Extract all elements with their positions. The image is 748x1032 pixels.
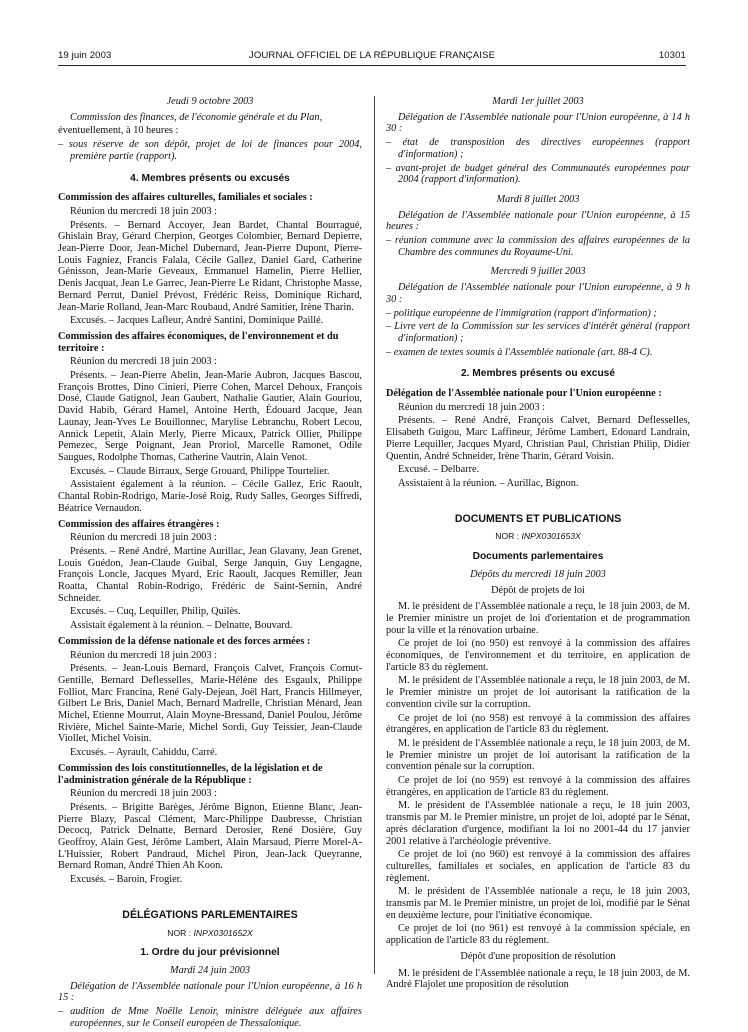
- delegations-title: DÉLÉGATIONS PARLEMENTAIRES: [122, 908, 298, 921]
- date-heading: Dépôts du mercredi 18 juin 2003: [470, 568, 606, 580]
- commission-title: Commission des affaires économiques, de l'environnement et du territoire :: [58, 330, 339, 354]
- body-paragraph: Ce projet de loi (no 961) est renvoyé à la commission spéciale, en application de l'article 83 du règlement.: [386, 923, 690, 947]
- subheading: Dépôt d'une proposition de résolution: [460, 950, 616, 962]
- delegation-line: Délégation de l'Assemblée nationale pour l'Union européenne, à 14 h 30 :: [386, 111, 690, 135]
- agenda-item: – réunion commune avec la commission des affaires européennes de la Chambre des communes du Royaume-Uni.: [386, 235, 690, 258]
- presents-list: Présents. – Jean-Louis Bernard, François Calvet, François Cornut-Gentille, Bernard Deflesselles, Marie-Hélène des Esgaulx, Philippe Folliot, Marc Francina, René Galy-Dejean, Joël Hart, Francis Hillmeyer, Gilbert Le Bris, Daniel Mach, Bernard Madrelle, Christian Ménard, Jean Michel, Etienne Mourrut, Alain Moyne-Bressand, Daniel Poulou, Jérôme Rivière, Michel Sainte-Marie, Michel Sordi, Guy Teissier, Jean-Claude Viollet, Michel Voisin.: [58, 663, 362, 745]
- agenda-item: – avant-projet de budget général des Communautés européennes pour 2004 (rapport d'information).: [386, 162, 690, 186]
- nor-label: NOR :: [167, 927, 192, 938]
- body-paragraph: M. le président de l'Assemblée nationale a reçu, le 18 juin 2003, de M. le Premier ministre un projet de loi d'orientation et de programmation pour la ville et la rénovation urbaine.: [386, 601, 690, 636]
- column-divider: [374, 96, 375, 974]
- nor-code: INPX0301653X: [521, 531, 581, 542]
- excuses-line: Excusés. – Claude Birraux, Serge Grouard, Philippe Tourtelier.: [70, 465, 330, 477]
- reunion-line: Réunion du mercredi 18 juin 2003 :: [70, 649, 217, 661]
- body-paragraph: M. le président de l'Assemblée nationale a reçu, le 18 juin 2003, de M. le Premier ministre un projet de loi autorisant la ratification de la convention pénale sur la corruption.: [386, 737, 690, 773]
- reunion-line: Réunion du mercredi 18 juin 2003 :: [70, 356, 217, 368]
- presents-list: Présents. – René André, Martine Aurillac, Jean Glavany, Jean Grenet, Louis Guédon, Jean-Claude Guibal, Serge Janquin, Guy Lengagne, François Loncle, Jacques Myard, Eric Raoult, Jacques Remiller, Jean Roatta, Chantal Robin-Rodrigo, Frédéric de Saint-Sernin, André Schneider.: [58, 545, 362, 604]
- delegation-line: Délégation de l'Assemblée nationale pour l'Union européenne, à 16 h 15 :: [58, 980, 362, 1004]
- date-heading: Jeudi 9 octobre 2003: [166, 96, 254, 107]
- body-paragraph: Ce projet de loi (no 958) est renvoyé à la commission des affaires étrangères, en application de l'article 83 du règlement.: [386, 712, 690, 736]
- nor-code: INPX0301652X: [193, 927, 253, 938]
- date-heading: Mardi 8 juillet 2003: [496, 193, 580, 205]
- commission-title: Commission des affaires étrangères :: [58, 518, 220, 530]
- assistants-line: Assistaient également à la réunion. – Cécile Gallez, Eric Raoult, Chantal Robin-Rodrigo, Marie-José Roig, Rudy Salles, Georges Siffredi, Béatrice Vernaudon.: [58, 479, 362, 514]
- body-paragraph: M. le président de l'Assemblée nationale a reçu, le 18 juin 2003, transmis par M. le Premier ministre, un projet de loi, adopté par le Sénat, après déclaration d'urgence, modifiant la loi no 2001-44 du 17 janvier 2001 relative à l'archéologie préventive.: [386, 800, 690, 847]
- nor-reference: [386, 531, 690, 543]
- excuses-line: Excusés. – Baroin, Frogier.: [70, 874, 183, 886]
- nor-label: NOR :: [495, 531, 520, 542]
- delegation-title: Délégation de l'Assemblée nationale pour l'Union européenne :: [386, 388, 662, 400]
- section-title: 2. Membres présents ou excusé: [460, 368, 615, 380]
- excuses-line: Excusés. – Jacques Lafleur, André Santini, Dominique Paillé.: [70, 315, 324, 327]
- date-heading: Mardi 24 juin 2003: [170, 965, 250, 976]
- presents-list: Présents. – Bernard Accoyer, Jean Bardet, Chantal Bourragué, Ghislain Bray, Gérard Cherpion, Georges Colombier, Bernard Depierre, Jean-Pierre Door, Jean-Michel Dubernard, Jean-Pierre Dupont, Pierre-Louis Fagniez, Francis Falala, Cécile Gallez, Daniel Gard, Catherine Génisson, Jean-Marie Geveaux, Emmanuel Hamelin, Pierre Hellier, Denis Jacquat, Jean Le Garrec, Jean-Pierre Le Ridant, Christophe Masse, Bernard Perrut, Daniel Prévost, Frédéric Reiss, Dominique Richard, Jean-Marie Rolland, Jean-Marc Roubaud, André Samitier, Irène Tharin.: [58, 219, 362, 313]
- body-paragraph: Ce projet de loi (no 959) est renvoyé à la commission des affaires étrangères, en application de l'article 83 du règlement.: [386, 775, 690, 798]
- commission-title: Commission des lois constitutionnelles, de la législation et de l'administration générale de la République :: [58, 762, 323, 786]
- excuses-line: Excusés. – Ayrault, Cahiddu, Carré.: [70, 747, 218, 759]
- excuses-line: Excusés. – Cuq, Lequiller, Philip, Quilès.: [70, 606, 241, 618]
- agenda-item: – sous réserve de son dépôt, projet de loi de finances pour 2004, première partie (rapport).: [58, 139, 362, 162]
- delegation-line: Délégation de l'Assemblée nationale pour l'Union européenne, à 15 heures :: [386, 209, 690, 233]
- section-title: Documents parlementaires: [472, 551, 604, 563]
- reunion-line: Réunion du mercredi 18 juin 2003 :: [70, 788, 217, 800]
- body-paragraph: M. le président de l'Assemblée nationale a reçu, le 18 juin 2003, de M. André Flajolet une proposition de résolution: [386, 967, 690, 991]
- nor-reference: [58, 928, 362, 940]
- reunion-line: Réunion du mercredi 18 juin 2003 :: [70, 205, 217, 217]
- agenda-item: – état de transposition des directives européennes (rapport d'information) ;: [386, 137, 690, 160]
- commission-title: Commission des affaires culturelles, familiales et sociales :: [58, 192, 313, 204]
- assistants-line: Assistaient à la réunion. – Aurillac, Bignon.: [398, 477, 579, 489]
- body-paragraph: Ce projet de loi (no 960) est renvoyé à la commission des affaires culturelles, familiales et sociales, en application de l'article 83 du règlement.: [386, 849, 690, 884]
- assistants-line: Assistait également à la réunion. – Delnatte, Bouvard.: [70, 620, 293, 632]
- presents-list: Présents. – Brigitte Barèges, Jérôme Bignon, Etienne Blanc, Jean-Pierre Blazy, Pascal Clément, Marc-Philippe Daubresse, Christian Decocq, Patrick Delnatte, Bernard Derosier, René Dosière, Guy Geoffroy, Alain Gest, Jérôme Lambert, Alain Marsaud, Pierre Morel-A-L'Huissier, Robert Pandraud, Michel Piron, Jean-Jack Queyranne, Bernard Roman, André Thien Ah Koon.: [58, 801, 362, 872]
- page-header: [58, 50, 686, 66]
- documents-title: DOCUMENTS ET PUBLICATIONS: [454, 512, 622, 525]
- header-page-number: 10301: [658, 50, 686, 61]
- excuses-line: Excusé. – Delbarre.: [398, 464, 480, 476]
- time-line: éventuellement, à 10 heures :: [58, 125, 179, 137]
- right-column: [386, 96, 690, 993]
- body-paragraph: M. le président de l'Assemblée nationale a reçu, le 18 juin 2003, transmis par M. le Premier ministre, un projet de loi, modifié par le Sénat en deuxième lecture, pour l'initiative économique.: [386, 886, 690, 921]
- section-title: 4. Membres présents ou excusés: [130, 172, 290, 184]
- agenda-item: – audition de Mme Noëlle Lenoir, ministre déléguée aux affaires européennes, sur le Conseil européen de Thessalonique.: [58, 1006, 362, 1029]
- reunion-line: Réunion du mercredi 18 juin 2003 :: [398, 401, 545, 413]
- commission-line: Commission des finances, de l'économie générale et du Plan,: [70, 111, 323, 123]
- section-title: 1. Ordre du jour prévisionnel: [140, 947, 280, 959]
- agenda-item: – Livre vert de la Commission sur les services d'intérêt général (rapport d'information) ;: [386, 321, 690, 344]
- left-column: [58, 96, 362, 1032]
- commission-title: Commission de la défense nationale et des forces armées :: [58, 635, 311, 647]
- subheading: Dépôt de projets de loi: [491, 584, 585, 596]
- delegation-line: Délégation de l'Assemblée nationale pour l'Union européenne, à 9 h 30 :: [386, 282, 690, 305]
- header-date: 19 juin 2003: [58, 50, 112, 61]
- presents-list: Présents. – Jean-Pierre Abelin, Jean-Marie Aubron, Jacques Bascou, François Brottes, Dino Cinieri, Pierre Cohen, Marcel Dehoux, François Dosé, Claude Gatignol, Jean Gaubert, Nathalie Gautier, Alain Gouriou, David Habib, Gérard Hamel, Antoine Herth, Édouard Jacque, Jean Launay, Jean-Yves Le Bouillonnec, Marylise Lebranchu, Robert Lecou, Annick Lepetit, Alain Merly, Pierre Micaux, Patrick Ollier, Philippe Pemezec, Serge Poignant, Jean Proriol, Marcelle Ramonet, Odile Saugues, Rodolphe Thomas, Catherine Vautrin, Alain Venot.: [58, 370, 362, 463]
- body-paragraph: Ce projet de loi (no 950) est renvoyé à la commission des affaires économiques, de l'environnement et du territoire, en application de l'article 83 du règlement.: [386, 638, 690, 673]
- date-heading: Mardi 1er juillet 2003: [492, 96, 584, 107]
- agenda-item: – politique européenne de l'immigration (rapport d'information) ;: [386, 307, 657, 319]
- date-heading: Mercredi 9 juillet 2003: [490, 266, 586, 278]
- reunion-line: Réunion du mercredi 18 juin 2003 :: [70, 532, 217, 544]
- body-paragraph: M. le président de l'Assemblée nationale a reçu, le 18 juin 2003, de M. le Premier ministre un projet de loi autorisant la ratification de la convention civile sur la corruption.: [386, 675, 690, 710]
- header-title: JOURNAL OFFICIEL DE LA RÉPUBLIQUE FRANÇAISE: [248, 50, 496, 61]
- presents-list: Présents. – René André, François Calvet, Bernard Deflesselles, Elisabeth Guigou, Marc Laffineur, Jérôme Lambert, Edouard Landrain, Pierre Lequiller, Jacques Myard, Christian Paul, Christian Philip, Didier Quentin, André Schneider, Irène Tharin, Gérard Voisin.: [386, 415, 690, 462]
- header-rule: [58, 65, 686, 66]
- agenda-item: – examen de textes soumis à l'Assemblée nationale (art. 88-4 C).: [386, 346, 653, 358]
